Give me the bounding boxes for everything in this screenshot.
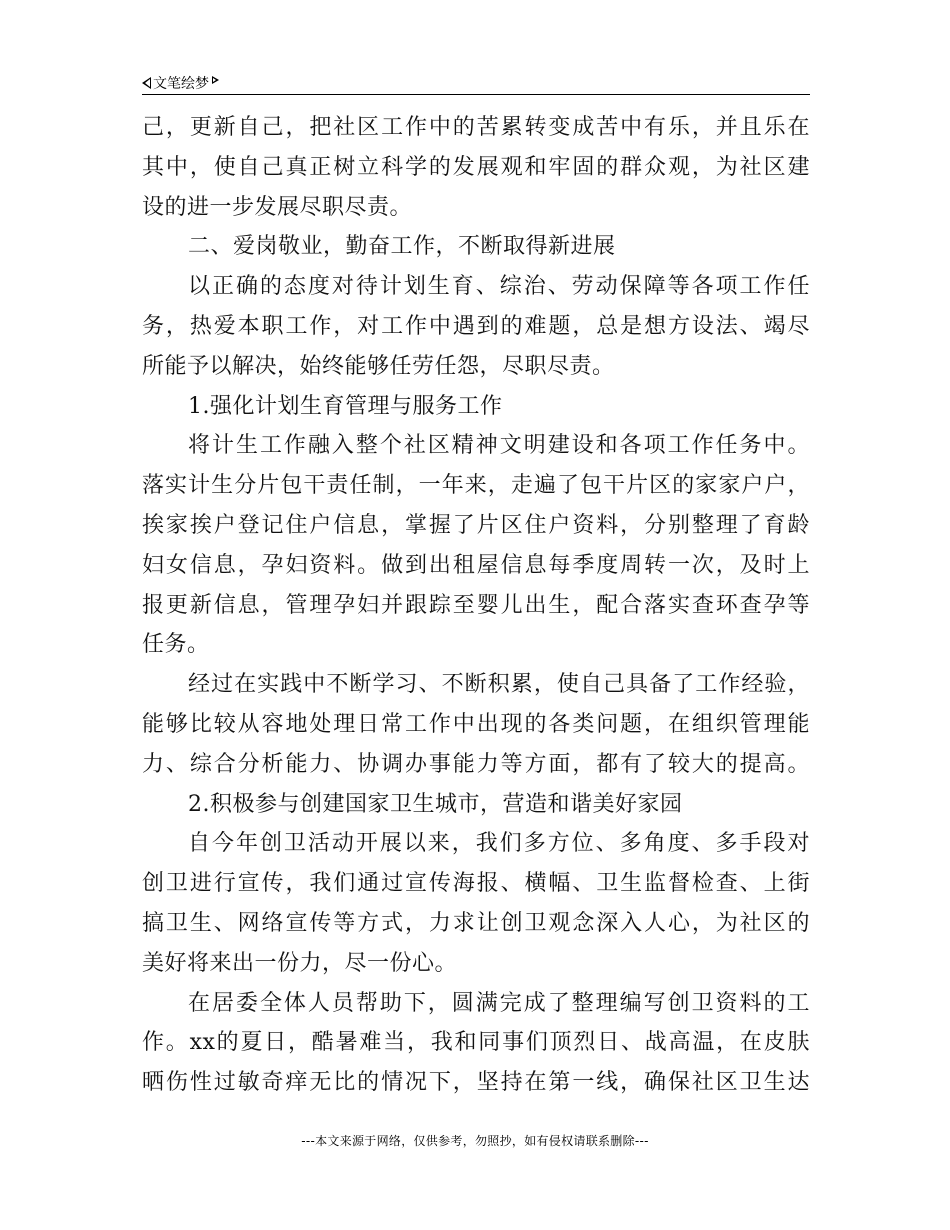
section-heading: 二、爱岗敬业，勤奋工作，不断取得新进展 xyxy=(188,234,616,260)
page-header xyxy=(142,72,810,95)
document-body xyxy=(142,108,810,1103)
text-line: 力、综合分析能力、协调办事能力等方面，都有了较大的提高。 xyxy=(142,751,810,777)
paragraph-start: 将计生工作融入整个社区精神文明建设和各项工作任务中。 xyxy=(188,433,810,459)
text-line: 作。xx的夏日，酷暑难当，我和同事们顶烈日、战高温，在皮肤 xyxy=(142,1030,810,1056)
text-line: 妇女信息，孕妇资料。做到出租屋信息每季度周转一次，及时上 xyxy=(142,552,810,578)
text-line: 创卫进行宣传，我们通过宣传海报、横幅、卫生监督检查、上街 xyxy=(142,871,810,897)
right-triangle-icon xyxy=(212,76,219,84)
text-line: 落实计生分片包干责任制，一年来，走遍了包干片区的家家户户， xyxy=(142,473,810,499)
text-line: 挨家挨户登记住户信息，掌握了片区住户资料，分别整理了育龄 xyxy=(142,512,810,538)
text-line: 所能予以解决，始终能够任劳任怨，尽职尽责。 xyxy=(142,353,615,379)
subsection-heading: 1.强化计划生育管理与服务工作 xyxy=(188,393,503,419)
text-line: 务，热爱本职工作，对工作中遇到的难题，总是想方设法、竭尽 xyxy=(142,313,810,339)
paragraph-start: 在居委全体人员帮助下，圆满完成了整理编写创卫资料的工 xyxy=(188,990,810,1016)
brand-logo xyxy=(142,73,219,93)
left-triangle-icon xyxy=(142,77,151,89)
text-line: 美好将来出一份力，尽一份心。 xyxy=(142,950,458,976)
text-line: 任务。 xyxy=(142,632,210,658)
text-line: 能够比较从容地处理日常工作中出现的各类问题，在组织管理能 xyxy=(142,711,810,737)
paragraph-start: 经过在实践中不断学习、不断积累，使自己具备了工作经验， xyxy=(188,672,810,698)
text-line: 其中，使自己真正树立科学的发展观和牢固的群众观，为社区建 xyxy=(142,154,810,180)
text-line: 己，更新自己，把社区工作中的苦累转变成苦中有乐，并且乐在 xyxy=(142,115,810,140)
text-line: 报更新信息，管理孕妇并跟踪至婴儿出生，配合落实查环查孕等 xyxy=(142,592,810,618)
paragraph-start: 自今年创卫活动开展以来，我们多方位、多角度、多手段对 xyxy=(188,831,810,857)
subsection-heading: 2.积极参与创建国家卫生城市，营造和谐美好家园 xyxy=(188,791,683,817)
text-line: 搞卫生、网络宣传等方式，力求让创卫观念深入人心，为社区的 xyxy=(142,910,810,936)
text-line: 设的进一步发展尽职尽责。 xyxy=(142,194,413,220)
footer-disclaimer: ---本文来源于网络，仅供参考，勿照抄，如有侵权请联系删除--- xyxy=(301,1134,649,1148)
paragraph-start: 以正确的态度对待计划生育、综治、劳动保障等各项工作任 xyxy=(188,274,810,300)
text-line: 晒伤性过敏奇痒无比的情况下，坚持在第一线，确保社区卫生达 xyxy=(142,1070,810,1096)
brand-name: 文笔绘梦 xyxy=(153,76,209,92)
